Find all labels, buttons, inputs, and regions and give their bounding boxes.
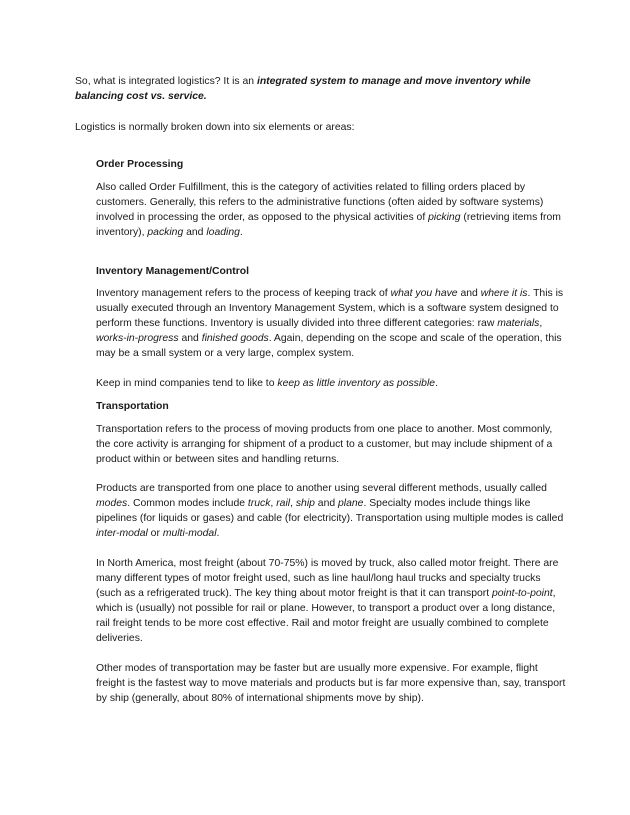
transportation-paragraph-3: In North America, most freight (about 70-75%) is moved by truck, also called motor freight. There are many different types of motor freight used, such as line haul/long haul trucks and specialty trucks (such as a refrigerated truck). The key thing about motor freight is that it can transport point-to-point, which is (usually) not possible for rail or plane. However, to transport a product over a long distance, rail freight tends to be more cost effective. Rail and motor freight are usually combined to complete deliveries.: [96, 558, 559, 644]
transportation-paragraph-1: Transportation refers to the process of moving products from one place to another. Most commonly, the core activity is arranging for shipment of a product to a customer, but may include shipment of a product within or between sites and handling returns.: [96, 424, 553, 465]
intro-emphasis: integrated system to manage and move inventory while balancing cost vs. service.: [75, 76, 531, 102]
inventory-note: Keep in mind companies tend to like to keep as little inventory as possible.: [96, 378, 438, 389]
transportation-paragraph-2: Products are transported from one place to another using several different methods, usually called modes. Common modes include truck, rail, ship and plane. Specialty modes include things like pipelines (for liquids or gases) and cable (for electricity). Transportation using multiple modes is called inter-modal or multi-modal.: [96, 483, 564, 539]
intro-question: So, what is integrated logistics? It is an integrated system to manage and move inventory while balancing cost vs. service.: [75, 76, 531, 102]
inventory-paragraph: Inventory management refers to the process of keeping track of what you have and where it is. This is usually executed through an Inventory Management System, which is a software system designed to perform these functions. Inventory is usually divided into three different categories: raw materials, works-in-progress and finished goods. Again, depending on the scope and scale of the operation, this may be a small system or a very large, complex system.: [96, 288, 564, 359]
order-processing-paragraph: Also called Order Fulfillment, this is the category of activities related to filling orders placed by customers. Generally, this refers to the administrative functions (often aided by software systems) involved in processing the order, as opposed to the physical activities of picking (retrieving items from inventory), packing and loading.: [96, 182, 561, 238]
heading-order-processing: Order Processing: [96, 159, 184, 170]
intro-elements: Logistics is normally broken down into six elements or areas:: [75, 122, 355, 133]
heading-inventory: Inventory Management/Control: [96, 266, 249, 277]
heading-transportation: Transportation: [96, 401, 169, 412]
transportation-paragraph-4: Other modes of transportation may be faster but are usually more expensive. For example, flight freight is the fastest way to move materials and products but is far more expensive than, say, transport by ship (generally, about 80% of international shipments move by ship).: [96, 663, 566, 704]
